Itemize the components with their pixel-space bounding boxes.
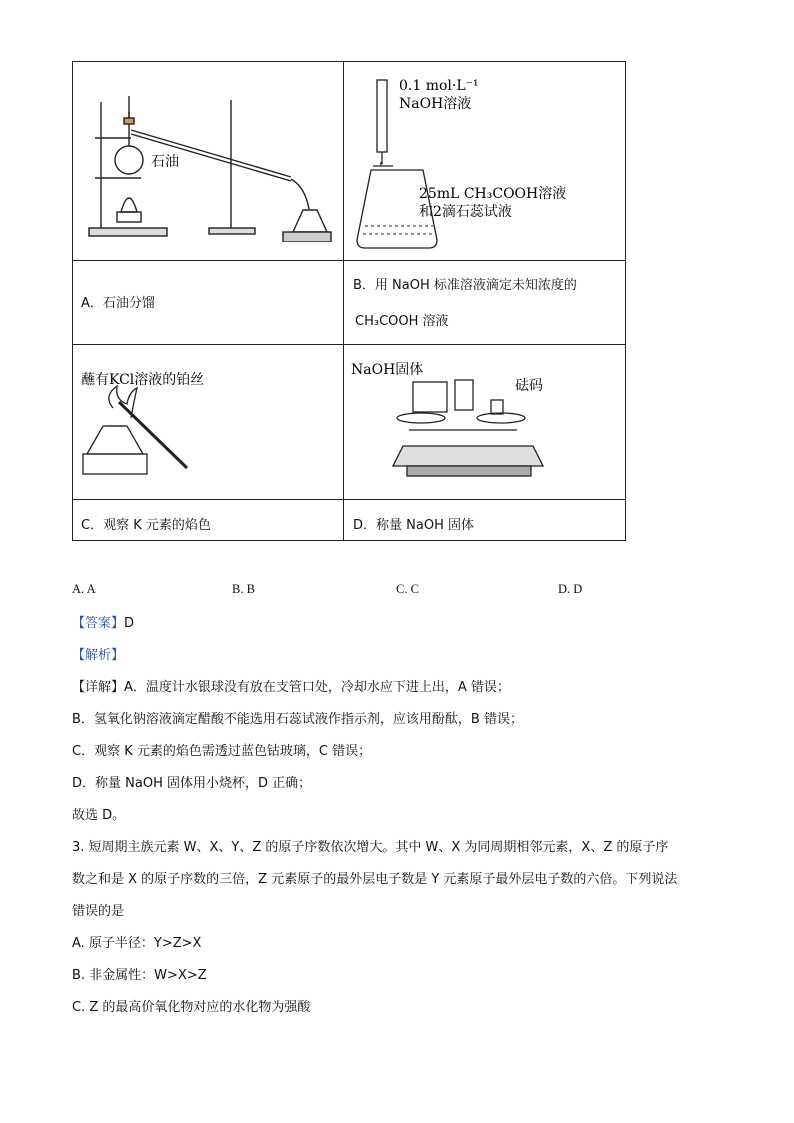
- answer-tag: 【答案】: [72, 616, 125, 631]
- concentration-label: 0.1 mol·L⁻¹: [399, 78, 479, 94]
- oil-label: 石油: [151, 154, 179, 170]
- option-a-label: A．石油分馏: [81, 296, 155, 311]
- distillation-apparatus-figure: [81, 82, 341, 242]
- detail-line-2: B．氢氧化钠溶液滴定醋酸不能选用石蕊试液作指示剂，应该用酚酞，B 错误；: [72, 712, 523, 727]
- choice-d[interactable]: D. D: [558, 582, 583, 596]
- acid-solution-label: 25mL CH₃COOH溶液: [419, 186, 567, 202]
- naoh-solution-label: NaOH溶液: [399, 96, 472, 112]
- platinum-wire-label: 蘸有KCl溶液的铂丝: [81, 372, 205, 388]
- question-3-option-c[interactable]: C. Z 的最高价氧化物对应的水化物为强酸: [72, 1000, 311, 1015]
- flame-test-figure: [79, 362, 339, 492]
- balance-figure: [351, 350, 621, 490]
- choice-b[interactable]: B. B: [232, 582, 255, 596]
- question-3-option-b[interactable]: B. 非金属性：W>X>Z: [72, 968, 207, 983]
- experiment-table: [72, 61, 626, 541]
- weight-label: 砝码: [515, 378, 543, 394]
- detail-line-4: D．称量 NaOH 固体用小烧杯，D 正确；: [72, 776, 312, 791]
- indicator-label: 和2滴石蕊试液: [419, 204, 512, 220]
- detail-tag: 【详解】: [72, 680, 125, 695]
- analysis-tag: 【解析】: [72, 648, 125, 663]
- detail-line-3: C．观察 K 元素的焰色需透过蓝色钴玻璃，C 错误；: [72, 744, 372, 759]
- detail-conclusion: 故选 D。: [72, 808, 126, 823]
- table-divider: [73, 344, 625, 345]
- detail-line-1: [72, 676, 510, 695]
- table-divider: [73, 499, 625, 500]
- question-3-line-2: 数之和是 X 的原子序数的三倍，Z 元素原子的最外层电子数是 Y 元素原子最外层电子数的六倍。下列说法: [72, 872, 678, 887]
- answer-line: [72, 612, 134, 631]
- option-d-label: D．称量 NaOH 固体: [353, 518, 474, 533]
- choice-a[interactable]: A. A: [72, 582, 96, 596]
- table-divider-vertical: [343, 62, 344, 540]
- option-b-label-line2: CH₃COOH 溶液: [355, 314, 449, 329]
- titration-figure: [351, 66, 621, 256]
- answer-value: D: [124, 616, 135, 631]
- question-3-option-a[interactable]: A. 原子半径：Y>Z>X: [72, 936, 202, 951]
- detail-text: A．温度计水银球没有放在支管口处，冷却水应下进上出，A 错误；: [124, 680, 510, 695]
- option-b-label: B．用 NaOH 标准溶液滴定未知浓度的: [353, 278, 577, 293]
- choice-c[interactable]: C. C: [396, 582, 419, 596]
- question-3-line-1: 3. 短周期主族元素 W、X、Y、Z 的原子序数依次增大。其中 W、X 为同周期相邻元素，X、Z 的原子序: [72, 840, 669, 855]
- table-divider: [73, 260, 625, 261]
- question-3-line-3: 错误的是: [72, 904, 125, 919]
- option-c-label: C．观察 K 元素的焰色: [81, 518, 211, 533]
- naoh-solid-label: NaOH固体: [351, 362, 424, 378]
